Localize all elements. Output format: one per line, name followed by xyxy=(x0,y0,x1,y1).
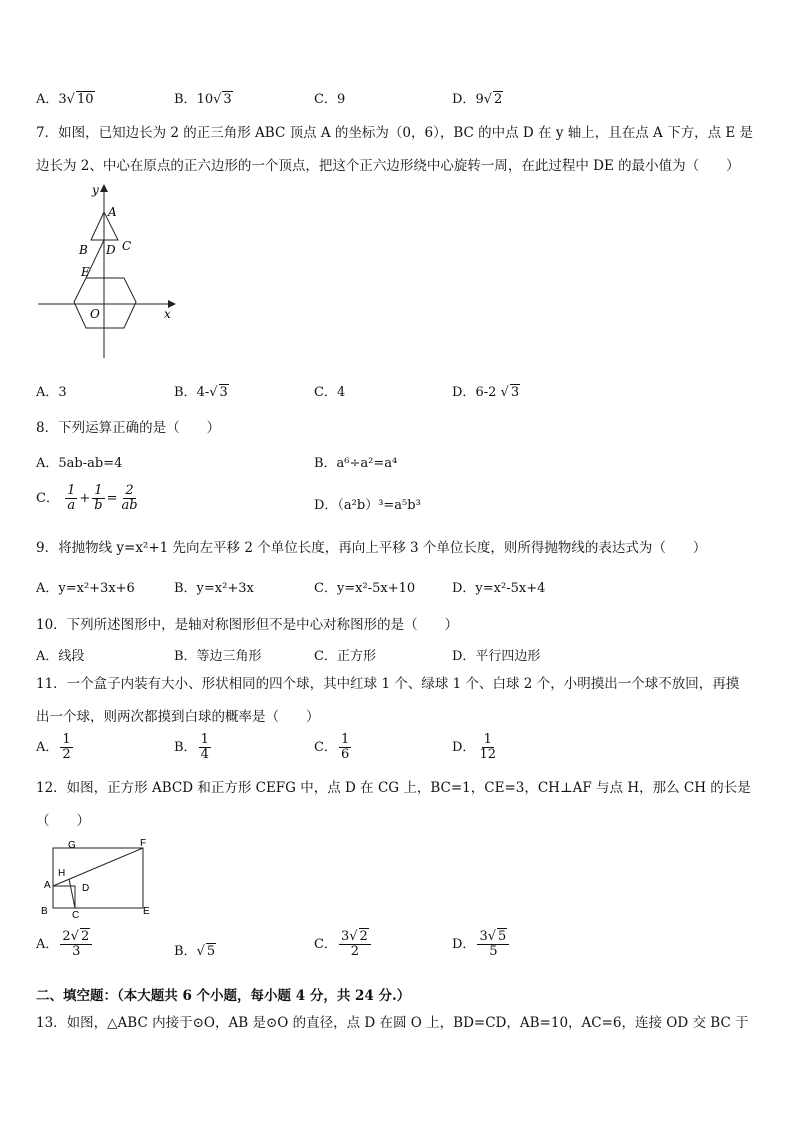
q7-option-c: C．4 xyxy=(314,385,346,400)
q7-label-c: C xyxy=(122,239,132,253)
q12-option-d: D． $\frac{3√ 5}{5}$ xyxy=(452,930,511,959)
q8-option-b: B．a⁶÷a²=a⁴ xyxy=(314,456,398,471)
q7-label-a: A xyxy=(108,205,117,219)
q10-stem: 10．下列所述图形中，是轴对称图形但不是中心对称图形的是（ ） xyxy=(36,617,459,633)
q11-line1: 11．一个盒子内装有大小、形状相同的四个球，其中红球 1 个、绿球 1 个、白球 2 个，小明摸出一个球不放回，再摸 xyxy=(36,676,740,692)
q6-option-a: A．3√ 10 xyxy=(36,92,94,107)
q7-label-b: B xyxy=(79,243,88,257)
q12-line2: （ ） xyxy=(36,813,90,829)
q12-label-a: A xyxy=(44,880,51,891)
q6-option-c: C．9 xyxy=(314,92,346,107)
q13-stem: 13．如图，△ABC 内接于⊙O，AB 是⊙O 的直径，点 D 在圆 O 上，BD=CD，AB=10，AC=6，连接 OD 交 BC 于 xyxy=(36,1015,749,1031)
q7-option-a: A．3 xyxy=(36,385,67,400)
q12-option-a: A． $\frac{2√ 2}{3}$ xyxy=(36,930,94,959)
q10-option-a: A．线段 xyxy=(36,649,85,664)
q7-option-d: D．6-2 √ 3 xyxy=(452,385,520,400)
q12-figure xyxy=(36,836,162,920)
q9-option-b: B．y=x²+3x xyxy=(174,581,254,596)
q11-stem xyxy=(36,668,758,734)
q8-option-a: A．5ab-ab=4 xyxy=(36,456,123,471)
q11-line2: 出一个球，则两次都摸到白球的概率是（ ） xyxy=(36,709,320,725)
q7-label-y: y xyxy=(92,183,99,197)
q12-stem xyxy=(36,772,758,838)
q7-label-e: E xyxy=(81,265,90,279)
q8-frac-2: $\frac{1}{b}$ xyxy=(94,483,103,513)
q12-label-f: F xyxy=(140,838,147,849)
q12-label-b: B xyxy=(41,906,48,917)
q11-option-b: B． $\frac{1}{4}$ xyxy=(174,732,209,762)
section-title-fill-blank: 二、填空题：（本大题共 6 个小题，每小题 4 分，共 24 分.） xyxy=(36,988,411,1004)
q7-label-x: x xyxy=(164,307,171,321)
q12-label-c: C xyxy=(72,910,80,920)
q7-line1: 7．如图，已知边长为 2 的正三角形 ABC 顶点 A 的坐标为（0，6），BC 的中点 D 在 y 轴上，且在点 A 下方，点 E 是 xyxy=(36,125,754,141)
q7-label-d: D xyxy=(106,243,116,257)
q9-option-a: A．y=x²+3x+6 xyxy=(36,581,135,596)
q6-option-d: D．9√ 2 xyxy=(452,92,503,107)
q7-stem xyxy=(36,117,758,183)
q8-frac-1: $\frac{1}{a}$ xyxy=(67,483,76,513)
q11-option-a: A． $\frac{1}{2}$ xyxy=(36,732,71,762)
q12-option-b: B．√ 5 xyxy=(174,944,216,959)
q9-option-d: D．y=x²-5x+4 xyxy=(452,581,546,596)
q12-label-g: G xyxy=(68,840,76,851)
q7-figure xyxy=(36,180,186,362)
q7-line2: 边长为 2、中心在原点的正六边形的一个顶点，把这个正六边形绕中心旋转一周，在此过程中 DE 的最小值为（ ） xyxy=(36,158,740,174)
q8-option-d: D．（a²b）³=a⁵b³ xyxy=(314,498,421,513)
q7-label-o: O xyxy=(90,307,100,321)
q12-label-h: H xyxy=(58,868,66,879)
q10-option-c: C．正方形 xyxy=(314,649,376,664)
q12-label-d: D xyxy=(82,883,90,894)
q7-option-b: B．4-√ 3 xyxy=(174,385,228,400)
q9-option-c: C．y=x²-5x+10 xyxy=(314,581,416,596)
q8-option-c: C． $\frac{1}{a}$ + $\frac{1}{b}$ = $\frac{2}{ab}$ xyxy=(36,483,138,513)
q9-stem: 9．将抛物线 y=x²+1 先向左平移 2 个单位长度，再向上平移 3 个单位长度，则所得抛物线的表达式为（ ） xyxy=(36,540,707,556)
q11-option-d: D． $\frac{1}{12}$ xyxy=(452,732,496,762)
q10-option-d: D．平行四边形 xyxy=(452,649,541,664)
q10-option-b: B．等边三角形 xyxy=(174,649,262,664)
q11-option-c: C． $\frac{1}{6}$ xyxy=(314,732,350,762)
q8-frac-3: $\frac{2}{ab}$ xyxy=(121,483,138,513)
q6-option-b: B．10√ 3 xyxy=(174,92,232,107)
q12-label-e: E xyxy=(143,906,150,917)
q12-line1: 12．如图，正方形 ABCD 和正方形 CEFG 中，点 D 在 CG 上，BC=1，CE=3，CH⊥AF 与点 H，那么 CH 的长是 xyxy=(36,780,751,796)
q12-option-c: C． $\frac{3√ 2}{2}$ xyxy=(314,930,373,959)
q8-stem: 8．下列运算正确的是（ ） xyxy=(36,420,221,436)
